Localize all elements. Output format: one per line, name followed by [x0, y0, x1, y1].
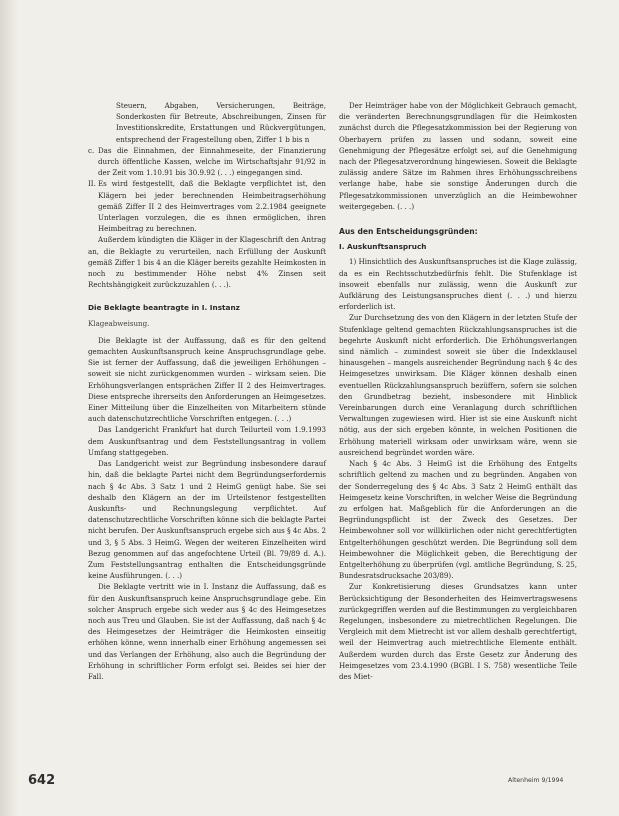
paragraph: Nach § 4c Abs. 3 HeimG ist die Erhöhung des Entgelts schriftlich geltend zu machen und zu begründen. Angaben von der Sonderregelung des § 4c Abs. 3 Satz 2 HeimG enthält das Heimgesetz keine Vorschriften, in welcher Weise die Begründung zu erfolgen hat. Maßgeblich für die Anforderungen an die Begründungspflicht ist der Zweck des Gesetzes. Der Heimbewohner soll vor willkürlichen oder nicht gerechtfertigten Entgelterhöhungen geschützt werden. Die Begründung soll dem Heimbewohner die Möglichkeit geben, die Berechtigung der Entgelterhöhung zu überprüfen (vgl. amtliche Begründung, S. 25, Bundesratsdrucksache 203/89). — [339, 459, 577, 581]
section-heading: Die Beklagte beantragte in I. Instanz — [88, 303, 240, 313]
list-item-text: Das die Einnahmen, der Einnahmeseite, der Finanzierung durch öffentliche Kassen, welche im Wirtschaftsjahr 91/92 in der Zeit vom 1.10.91 bis 30.9.92 (. . .) eingegangen sind. — [98, 145, 326, 178]
list-item-c — [88, 145, 326, 179]
paragraph: Das Landgericht weist zur Begründung insbesondere darauf hin, daß die beklagte Partei nicht dem Begründungserfordernis nach § 4c Abs. 3 Satz 1 und 2 HeimG genügt habe. Sie sei deshalb den Klägern an der im Urteilstenor festgestellten Auskunfts- und Rechnungslegung verpflichtet. Auf datenschutzrechtliche Vorschriften könne sich die beklagte Partei nicht berufen. Der Auskunftsanspruch ergebe sich aus § 4c Abs. 2 und 3, § 5 Abs. 3 HeimG. Wegen der weiteren Einzelheiten wird Bezug genommen auf das angefochtene Urteil (Bl. 79/89 d. A.). Zum Feststellungsantrag enthalten die Entscheidungsgründe keine Ausführungen. (. . .) — [88, 459, 326, 581]
section-subheading: Klageabweisung. — [88, 318, 150, 328]
paragraph: Der Heimträger habe von der Möglichkeit Gebrauch gemacht, die veränderten Berechnungsgrundlagen für die Heimkosten zunächst durch die Pflegesatzkommission bei der Regierung von Oberbayern prüfen zu lassen und sodann, soweit eine Genehmigung der Pflegesätze erfolgt sei, auf die Genehmigung nach der Pflegesatzverordnung hingewiesen. Soweit die Beklagte zulässig andere Sätze im Rahmen ihres Erhöhungsschreibens verlange habe, habe sie sonstige Änderungen durch die Pflegesatzkommissionen unverzüglich an die Heimbewohner weitergegeben. (. . .) — [339, 101, 577, 211]
right-column — [339, 100, 577, 682]
paragraph: Die Beklagte vertritt wie in I. Instanz die Auffassung, daß es für den Auskunftsanspruch keine Anspruchsgrundlage gebe. Ein solcher Anspruch ergebe sich weder aus § 4c des Heimgesetzes noch aus Treu und Glauben. Sie ist der Auffassung, daß nach § 4c des Heimgesetzes der Heimträger die Heimkosten einseitig erhöhen könne, wenn innerhalb einer Erhöhung angemessen sei und das Verlangen der Erhöhung, also auch die Begründung der Erhöhung in schriftlicher Form erfolgt sei. Beides sei hier der Fall. — [88, 582, 326, 681]
list-marker: II. — [88, 179, 96, 189]
list-item-ii — [88, 178, 326, 234]
list-marker: c. — [88, 145, 95, 155]
page-gutter-shadow — [0, 0, 18, 816]
journal-issue: Altenheim 9/1994 — [508, 777, 564, 784]
list-item-text: Es wird festgestellt, daß die Beklagte verpflichtet ist, den Klägern bei jeder berechnenden Heimbeitragserhöhung gemäß Ziffer II 2 des Heimvertrages vom 2.2.1984 geeignete Unterlagen vorzulegen, die es ihnen ermöglichen, ihren Heimbeitrag zu berechnen. — [98, 179, 326, 234]
list-continuation: Steuern, Abgaben, Versicherungen, Beiträge, Sonderkosten für Betreute, Abschreibungen, Zinsen für Investitionskredite, Erstattungen und Rückvergütungen, entsprechend der Fragestellung oben, Ziffer 1 b bis n — [116, 101, 326, 144]
paragraph: Zur Durchsetzung des von den Klägern in der letzten Stufe der Stufenklage geltend gemachten Rückzahlungsanspruches ist die begehrte Auskunft nicht erforderlich. Die Erhöhungsverlangen sind nämlich – zumindest soweit sie über die Indexklausel hinausgehen – mangels ausreichender Begründung nach § 4c des Heimgesetzes unwirksam. Die Kläger können deshalb einen eventuellen Rückzahlungsanspruch bezüffern, sofern sie solchen den Grundbetrag bezieht, insbesondere mit Hinblick Vereinbarungen durch eine Veranlagung durch schriftlichen Verwaltungen zugewiesen wird. Hier ist sie eine Auskunft nicht nötig, aus der sich ergeben könnte, in welchen Positionen die Erhöhung materiell wirksam oder unwirksam wäre, wenn sie ausreichend begründet worden wäre. — [339, 313, 577, 457]
left-column — [88, 100, 326, 682]
paragraph: Die Beklagte ist der Auffassung, daß es für den geltend gemachten Auskunftsanspruch keine Anspruchsgrundlage gebe. Sie ist ferner der Auffassung, daß die jeweiligen Erhöhungen – soweit sie nicht zurückgenommen wurden – wirksam seien. Die Erhöhungsverlangen entsprächen Ziffer II 2 des Heimvertrages. Diese entspreche ihrerseits den Anforderungen an Heimgesetzes. Einer Mitteilung über die Einzelheiten von Mitarbeitern stünde auch datenschutzrechtliche Vorschriften entgegen. (. . .) — [88, 335, 326, 424]
section-heading: Aus den Entscheidungsgründen: — [339, 227, 478, 237]
paragraph: Außerdem kündigten die Kläger in der Klageschrift den Antrag an, die Beklagte zu verurteilen, nach Erfüllung der Auskunft gemäß Ziffer 1 bis 4 an die Kläger bereits gezahlte Heimkosten in noch zu bestimmender Höhe nebst 4% Zinsen seit Rechtshängigkeit zurückzuzahlen (. . .). — [88, 235, 326, 290]
paragraph: Zur Konkretisierung dieses Grundsatzes kann unter Berücksichtigung der Besonderheiten des Heimvertragswesens zurückgegriffen werden auf die Bestimmungen zu vergleichbaren Regelungen, insbesondere zu mietrechtlichen Regelungen. Die Vergleich mit dem Mietrecht ist vor allem deshalb gerechtfertigt, weil der Heimvertrag auch mietrechtliche Elemente enthält. Außerdem wurden durch das Erste Gesetz zur Änderung des Heimgesetzes vom 23.4.1990 (BGBl. I S. 758) wesentliche Teile des Miet- — [339, 582, 577, 681]
section-subheading: I. Auskunftsanspruch — [339, 242, 427, 252]
paragraph: 1) Hinsichtlich des Auskunftsanspruches ist die Klage zulässig, da es ein Rechtsschutzbedürfnis fehlt. Die Stufenklage ist insoweit ebenfalls nur zulässig, wenn die Auskunft zur Aufklärung des Leistungsanspruches dient (. . .) und hierzu erforderlich ist. — [339, 257, 577, 312]
paragraph: Das Landgericht Frankfurt hat durch Teilurteil vom 1.9.1993 dem Auskunftsantrag und dem Feststellungsantrag in vollem Umfang stattgegeben. — [88, 425, 326, 457]
page-number: 642 — [28, 773, 56, 788]
